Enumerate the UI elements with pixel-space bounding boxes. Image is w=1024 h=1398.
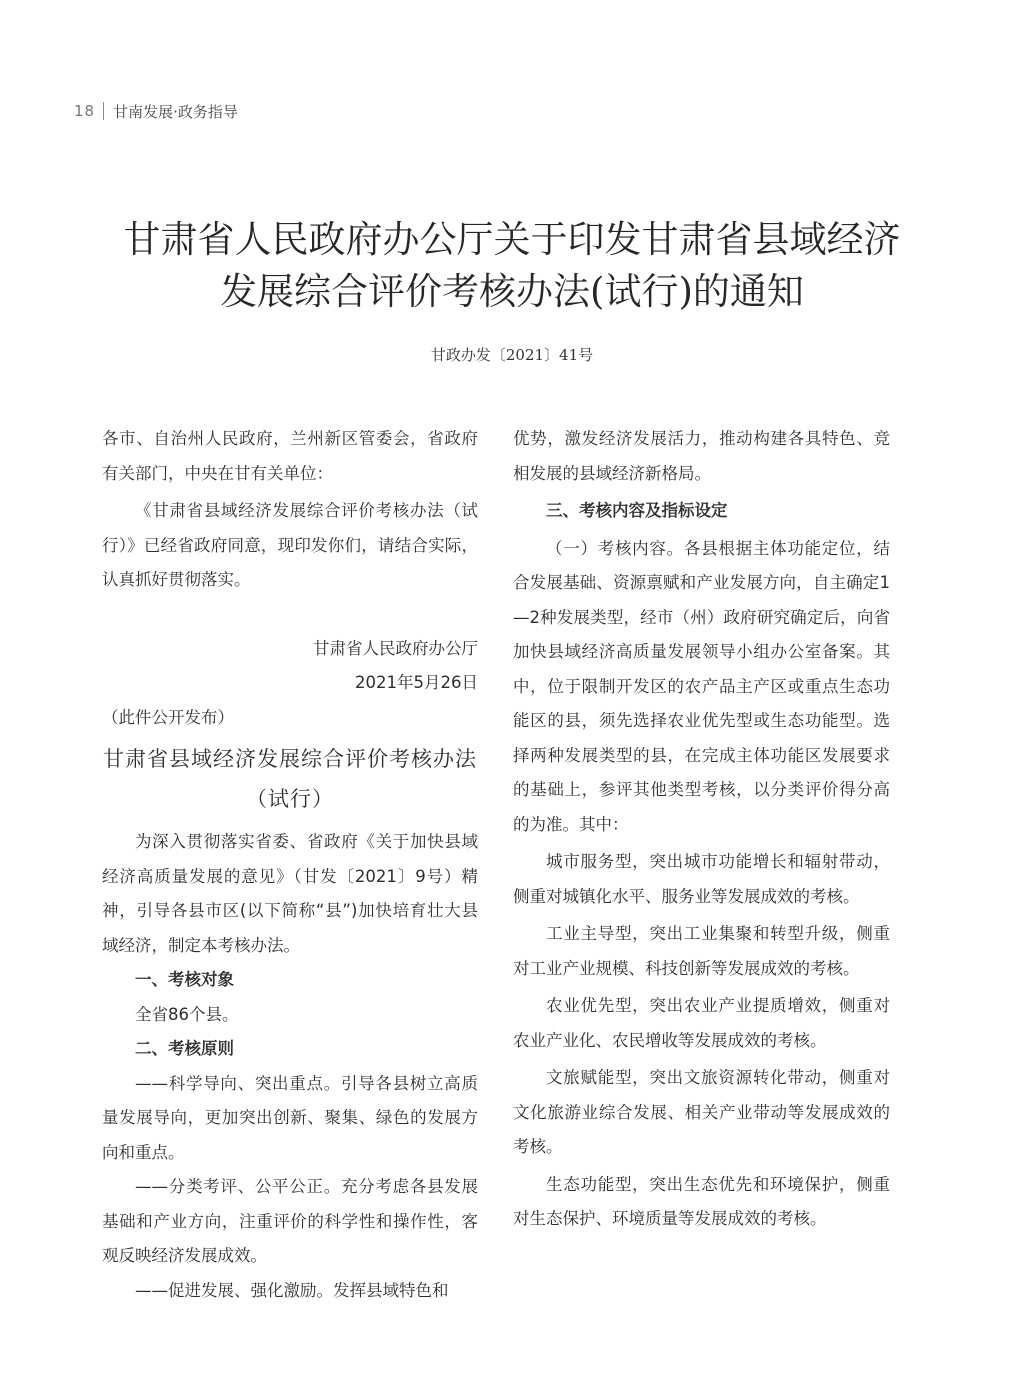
issuer: 甘肃省人民政府办公厅 <box>313 638 478 658</box>
document-number: 甘政办发〔2021〕41号 <box>430 346 594 364</box>
document-title-line-2: 发展综合评价考核办法(试行)的通知 <box>220 270 804 313</box>
type-ecological-function: 生态功能型，突出生态优先和环境保护，侧重对生态保护、环境质量等发展成效的考核。 <box>513 1174 890 1228</box>
type-culture-tourism: 文旅赋能型，突出文旅资源转化带动，侧重对文化旅游业综合发展、相关产业带动等发展成效的考核。 <box>513 1068 890 1156</box>
measures-title <box>102 739 478 819</box>
page-number: 18 <box>74 102 96 120</box>
notice-body: 《甘肃省县域经济发展综合评价考核办法（试行）》已经省政府同意，现印发你们，请结合实际，认真抓好贯彻落实。 <box>102 501 478 589</box>
left-column <box>102 422 478 1308</box>
type-industry-led: 工业主导型，突出工业集聚和转型升级，侧重对工业产业规模、科技创新等发展成效的考核。 <box>513 924 890 978</box>
assessment-content: （一）考核内容。各县根据主体功能定位，结合发展基础、资源禀赋和产业发展方向，自主确定1—2种发展类型，经市（州）政府研究确定后，向省加快县域经济高质量发展领导小组办公室备案。其中，位于限制开发区的农产品主产区或重点生态功能区的县，须先选择农业优先型或生态功能型。选择两种发展类型的县，在完成主体功能区发展要求的基础上，参评其他类型考核，以分类评价得分高的为准。其中： <box>513 538 890 834</box>
section-3-heading: 三、考核内容及指标设定 <box>546 501 728 520</box>
header-divider <box>103 102 104 120</box>
type-city-service: 城市服务型，突出城市功能增长和辐射带动，侧重对城镇化水平、服务业等发展成效的考核。 <box>513 852 890 906</box>
publication-note: （此件公开发布） <box>102 707 234 727</box>
right-column <box>513 422 890 1237</box>
section-1-heading: 一、考核对象 <box>135 970 234 989</box>
type-agriculture-priority: 农业优先型，突出农业产业提质增效，侧重对农业产业化、农民增收等发展成效的考核。 <box>513 996 890 1050</box>
page-header <box>74 98 238 124</box>
issue-date: 2021年5月26日 <box>355 673 478 692</box>
section-2-heading: 二、考核原则 <box>135 1039 234 1058</box>
document-title <box>60 214 964 318</box>
document-title-line-1: 甘肃省人民政府办公厅关于印发甘肃省县域经济 <box>123 218 901 261</box>
principle-1: ——科学导向、突出重点。引导各县树立高质量发展导向，更加突出创新、聚集、绿色的发展方向和重点。 <box>102 1073 478 1162</box>
principle-2: ——分类考评、公平公正。充分考虑各县发展基础和产业方向，注重评价的科学性和操作性，客观反映经济发展成效。 <box>102 1177 478 1265</box>
measures-title-line-1: 甘肃省县域经济发展综合评价考核办法 <box>103 747 477 771</box>
principle-3: ——促进发展、强化激励。发挥县域特色和 <box>135 1280 449 1300</box>
salutation: 各市、自治州人民政府，兰州新区管委会，省政府有关部门，中央在甘有关单位： <box>102 429 478 483</box>
magazine-section-title: 甘南发展·政务指导 <box>113 102 238 121</box>
measures-title-line-2: （试行） <box>246 787 334 811</box>
intro-paragraph: 为深入贯彻落实省委、省政府《关于加快县域经济高质量发展的意见》（甘发〔2021〕9号）精神，引导各县市区(以下简称“县”)加快培育壮大县域经济，制定本考核办法。 <box>102 832 478 955</box>
section-1-body: 全省86个县。 <box>135 1004 239 1024</box>
principle-3-continuation: 优势，激发经济发展活力，推动构建各具特色、竞相发展的县域经济新格局。 <box>513 429 890 483</box>
